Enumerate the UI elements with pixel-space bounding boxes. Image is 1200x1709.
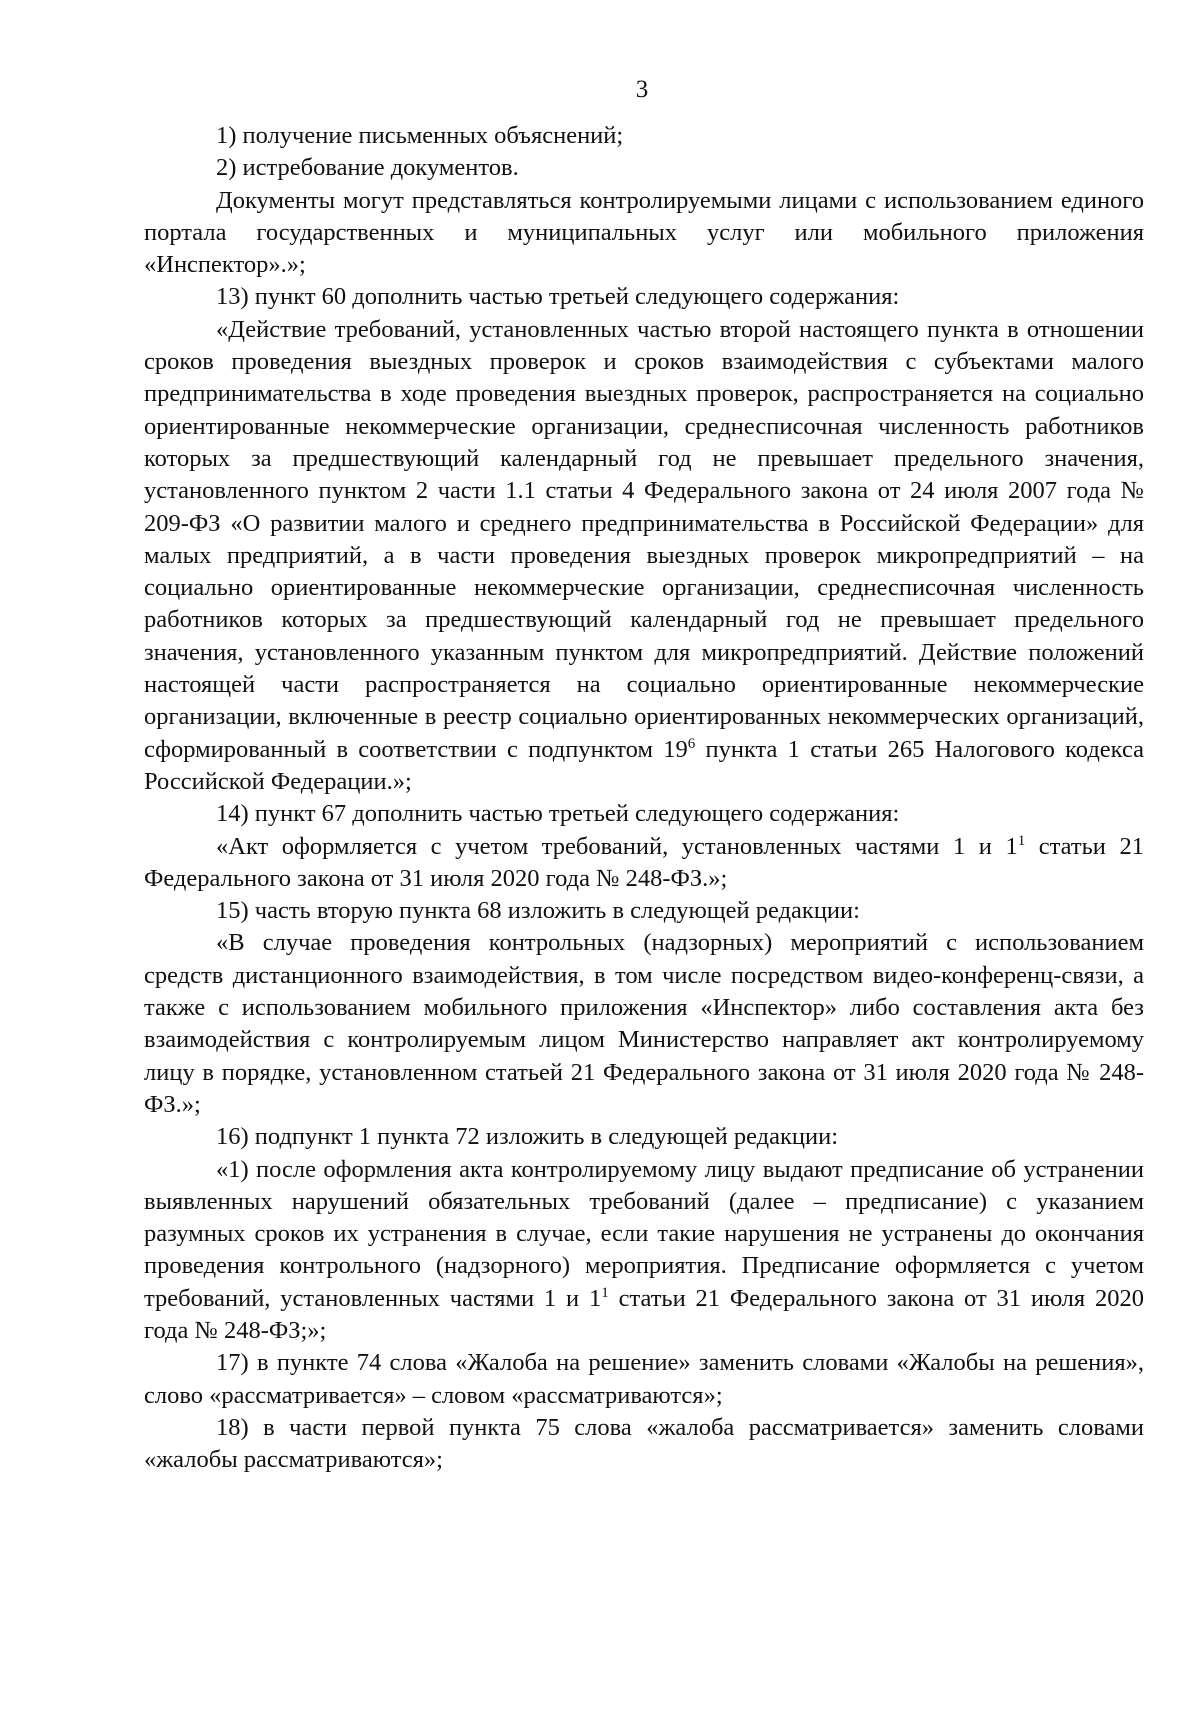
paragraph-text: 1) получение письменных объяснений;	[216, 122, 624, 149]
paragraph-text-continued: статьи 21 Федерального закона от 31 июля 2020 года № 248-ФЗ.»;	[144, 832, 1144, 892]
paragraph-6	[144, 798, 1144, 830]
superscript: 1	[601, 1284, 609, 1301]
paragraph-text: 15) часть вторую пункта 68 изложить в следующей редакции:	[216, 897, 860, 925]
superscript: 1	[1017, 832, 1026, 849]
paragraph-8	[144, 895, 1144, 927]
paragraph-text-continued: пункта 1 статьи 265 Налогового кодекса Российской Федерации.»;	[144, 735, 1145, 795]
paragraph-text: 2) истребование документов.	[216, 154, 519, 182]
paragraph-7	[144, 831, 1144, 896]
paragraph-text: 16) подпункт 1 пункта 72 изложить в следующей редакции:	[216, 1123, 839, 1151]
paragraph-text: 18) в части первой пункта 75 слова «жалоба рассматривается» заменить словами «жалобы рассматриваются»;	[144, 1413, 1144, 1474]
paragraph-text: «Акт оформляется с учетом требований, установленных частями 1 и 1	[216, 832, 1018, 860]
paragraph-text: 13) пункт 60 дополнить частью третьей следующего содержания:	[216, 283, 900, 311]
paragraph-text: «В случае проведения контрольных (надзорных) мероприятий с использованием средств дистанционного взаимодействия, в том числе посредством видео-конференц-связи, а также с использованием мобильного приложения «Инспектор» либо составления акта без взаимодействия с контролируемым лицом Министерство направляет акт контролируемому лицу в порядке, установленном статьей 21 Федерального закона от 31 июля 2020 года № 248-ФЗ.»;	[144, 929, 1144, 1118]
paragraph-text: Документы могут представляться контролируемыми лицами с использованием единого портала государственных и муниципальных услуг или мобильного приложения «Инспектор».»;	[144, 186, 1144, 279]
paragraph-1	[144, 120, 1144, 152]
paragraph-text: 14) пункт 67 дополнить частью третьей следующего содержания:	[216, 800, 900, 828]
paragraph-text: «Действие требований, установленных частью второй настоящего пункта в отношении сроков проведения выездных проверок и сроков взаимодействия с субъектами малого предпринимательства в ходе проведения выездных проверок, распространяется на социально ориентированные некоммерческие организации, среднесписочная численность работников которых за предшествующий календарный год не превышает предельного значения, установленного пунктом 2 части 1.1 статьи 4 Федерального закона от 24 июля 2007 года № 209-ФЗ «О развитии малого и среднего предпринимательства в Российской Федерации» для малых предприятий, а в части проведения выездных проверок микропредприятий – на социально ориентированные некоммерческие организации, среднесписочная численность работников которых за предшествующий календарный год не превышает предельного значения, установленного указанным пунктом для микропредприятий. Действие положений настоящей части распространяется на социально ориентированные некоммерческие организации, включенные в реестр социально ориентированных некоммерческих организаций, сформированный в соответствии с подпунктом 19	[144, 315, 1144, 763]
paragraph-2	[144, 152, 1144, 184]
paragraph-9	[144, 927, 1144, 1121]
paragraph-3	[144, 185, 1144, 282]
document-body	[144, 120, 1144, 1476]
superscript: 6	[687, 735, 696, 752]
paragraph-10	[144, 1121, 1144, 1153]
paragraph-13	[144, 1412, 1144, 1477]
paragraph-12	[144, 1347, 1144, 1412]
paragraph-5	[144, 314, 1144, 798]
paragraph-text: «1) после оформления акта контролируемому лицу выдают предписание об устранении выявленных нарушений обязательных требований (далее – предписание) с указанием разумных сроков их устранения в случае, если такие нарушения не устранены до окончания проведения контрольного (надзорного) мероприятия. Предписание оформляется с учетом требований, установленных частями 1 и 1	[144, 1155, 1144, 1312]
page-number: 3	[635, 76, 649, 103]
paragraph-4	[144, 281, 1144, 313]
paragraph-11	[144, 1154, 1144, 1348]
paragraph-text: 17) в пункте 74 слова «Жалоба на решение» заменить словами «Жалобы на решения», слово «рассматривается» – словом «рассматриваются»;	[144, 1349, 1144, 1409]
paragraph-text-continued: статьи 21 Федерального закона от 31 июля 2020 года № 248-ФЗ;»;	[144, 1284, 1144, 1344]
